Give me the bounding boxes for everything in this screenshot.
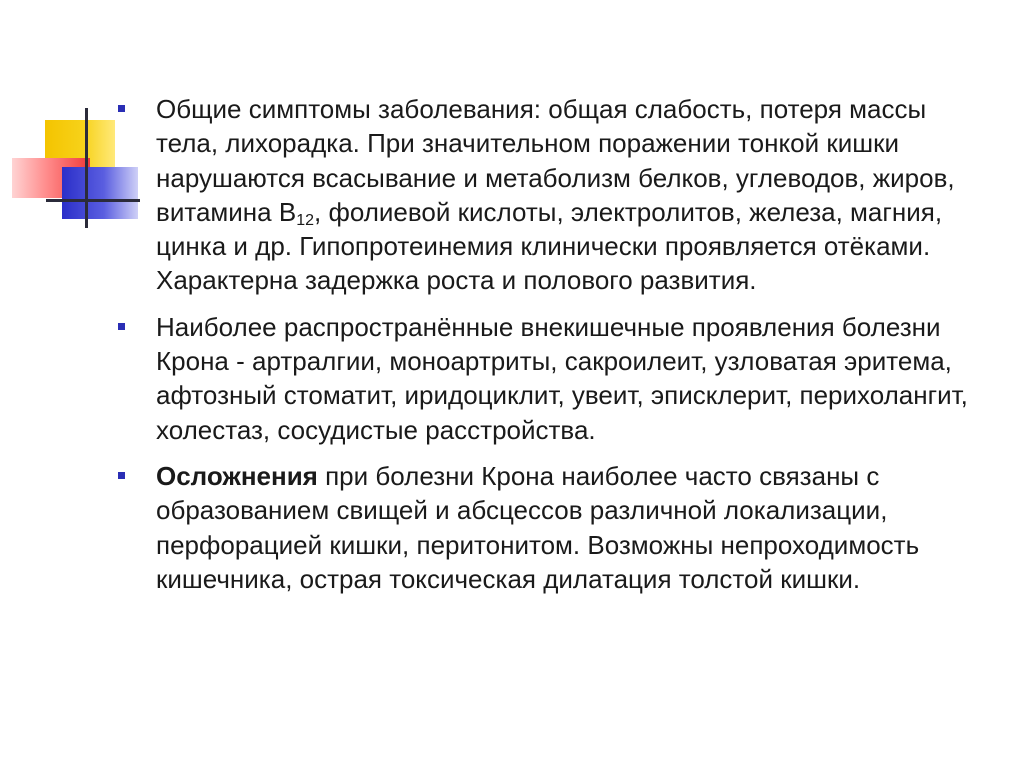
- bullet-text-part2: , фолиевой кислоты, электролитов, железа, магния, цинка и др. Гипопротеинемия клинически проявляется отёками. Характерна задержка роста и полового развития.: [156, 196, 943, 296]
- bullet-text-part1: Общие симптомы заболевания: общая слабость, потеря массы тела, лихорадка. При значительном поражении тонкой кишки нарушаются всасывание и метаболизм белков, углеводов, жиров, витамина В: [156, 94, 955, 227]
- bullet-square-icon: [118, 105, 125, 112]
- bullet-item-complications: [115, 459, 995, 596]
- bullet-item-extraintestinal: [115, 310, 995, 447]
- bullet-square-icon: [118, 472, 125, 479]
- bullet-text: при болезни Крона наиболее часто связаны с образованием свищей и абсцессов различной локализации, перфорацией кишки, перитонитом. Возможны непроходимость кишечника, острая токсическая дилатация толстой кишки.: [156, 460, 920, 594]
- bullet-square-icon: [118, 323, 125, 330]
- decorative-vertical-line: [85, 108, 88, 228]
- bullet-item-general-symptoms: [115, 92, 995, 298]
- complications-heading: Осложнения: [156, 460, 318, 491]
- bullet-text: Наиболее распространённые внекишечные проявления болезни Крона - артралгии, моноартриты, сакроилеит, узловатая эритема, афтозный стоматит, иридоциклит, увеит, эписклерит, перихолангит, холестаз, сосудистые расстройства.: [156, 311, 968, 445]
- subscript-12: 12: [296, 211, 314, 229]
- bullet-list: [115, 92, 995, 608]
